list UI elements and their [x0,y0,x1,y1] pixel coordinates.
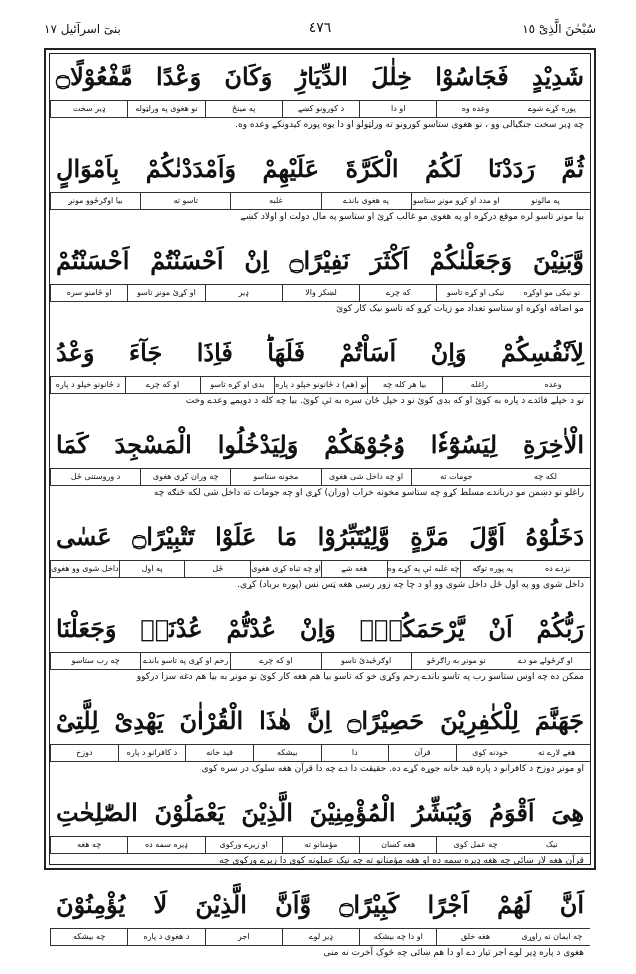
word-meaning: که چرے [359,285,436,301]
pashto-translation: داخل شوی وو په اول ځل داخل شوی وو او د چا چه زور رسی هغه ټس نس (پوره برباد) کړی. [237,580,584,590]
arabic-verse-line: دَخَلُوْهُ اَوَّلَ مَرَّةٍ وَّلِیُتَبِّرُوْا مَا عَلَوْا تَتْبِیْرًا۝ عَسٰى [56,522,585,551]
word-meaning: او ګرځولے مو دے [518,656,573,665]
word-meaning: چه بیشکه [50,929,127,945]
word-meaning: لښکر والا [282,285,359,301]
word-meaning: ډیر [205,285,282,301]
word-by-word-row [50,928,590,946]
arabic-verse-line: رَبُّكُمْ اَنْ یَّرْحَمَكُمْۚ وَاِنْ عُدْتُّمْ عُدْنَاۘ وَجَعَلْنَا [56,614,584,643]
word-meaning: پوره کړے شوے [527,104,576,113]
pashto-translation: مو اضافه اوکړه او ستاسو تعداد مو زیات کړو که تاسو نیک کار کوئ [336,304,584,314]
word-meaning: او کړئ مونږ تاسو [127,285,204,301]
word-meaning: نو (هم) د ځانونو خپلو د پاره [274,377,367,393]
verse-section [50,698,590,790]
pashto-translation: چه ډیر سخت جنګیالی وو ، نو هغوی ستاسو کورونو ته ورلټولو او دا یوه پوره کیدونکے وعده وه. [235,120,584,130]
word-meaning: وعده [544,380,562,389]
word-meaning: نو نیکی مو اوکړه [523,288,581,297]
word-meaning: د هغوی د پاره [127,929,204,945]
word-meaning: غلبه [230,193,320,209]
arabic-verse-line: وَّبَنِیْنَ وَجَعَلْنٰكُمْ اَكْثَرَ نَفِیْرًا۝ اِنْ اَحْسَنْتُمْ اَحْسَنْتُمْ [56,246,584,275]
header-chapter-name: بنیٓ اسرآئیل ١٧ [44,22,121,36]
pashto-translation: بیا مونږ تاسو لره موقع درکړه او په هغوی مو غالب کړئ او ستاسو په مال دولت او اولاد کښے [240,212,584,222]
word-meaning: د ځانونو خپلو د پاره [50,377,125,393]
pashto-translation: قرآن هغه لار ښائی چه هغه ډیره سمه ده او هغه مؤمنانو ته چه نیک عملونه کوی دا زیرے ورکوی چه [219,856,584,866]
word-by-word-row [50,192,590,210]
word-meaning: قرآن [388,745,456,761]
word-meaning: چه هغه [50,837,127,853]
word-meaning: هغه کسان [359,837,436,853]
header-surah-title: سُبْحٰنَ الَّذِیْٓ ١٥ [522,22,596,36]
page-frame [44,48,596,958]
word-meaning: تاسو ته [140,193,230,209]
verse-section [50,606,590,698]
word-meaning: او دا چه بیشکه [359,929,436,945]
verse-section [50,514,590,606]
word-meaning: هغه شے [321,561,387,577]
pashto-translation: نو د خپلے فائدے د پاره به کوئ او که بدی کوئ نو د خپل ځان سره به ئې کوئ. بیا چه کله د دویمے وعدے وخت [185,396,584,406]
word-meaning: مؤمنانو ته [282,837,359,853]
word-meaning: مخونه ستاسو [230,469,320,485]
word-meaning: نیکی او کړه تاسو [436,285,513,301]
pashto-translation: هغوی د پاره ډیر لوے اجر تیار دے او دا هم ښائی چه څوک آخرت نه منی [323,948,584,958]
word-meaning: او زیرے ورکوی [205,837,282,853]
word-meaning: قید خانه [185,745,253,761]
word-meaning: دا [321,745,389,761]
word-meaning: وعده وه [436,101,513,117]
word-meaning: داخل شوی وو هغوی [50,561,119,577]
word-meaning: چه ایمان نه راوړی [521,932,583,941]
word-by-word-row [50,652,590,670]
word-meaning: اوګرځیدئ تاسو [321,653,411,669]
word-meaning: جومات ته [411,469,501,485]
word-meaning: ځل [184,561,250,577]
arabic-verse-line: جَهَنَّمَ لِلْكٰفِرِیْنَ حَصِیْرًا۝ اِنَّ هٰذَا الْقُرْاٰنَ یَهْدِیْ لِلَّتِیْ [56,706,585,735]
word-meaning: او چه داخل شی هغوی [321,469,411,485]
verse-section [50,146,590,238]
word-meaning: په هغوی باندے [321,193,411,209]
word-meaning: بیا اوګرځوو مونږ [50,193,140,209]
word-meaning: او که چرے [230,653,320,669]
word-meaning: او که چرے [125,377,200,393]
word-meaning: او مدد او کړو مونږ ستاسو [411,193,501,209]
word-meaning: راغله [442,377,517,393]
word-meaning: بدی او کړه تاسو [200,377,275,393]
verse-section [50,54,590,146]
word-meaning: نو مونږ به راګرځو [411,653,501,669]
arabic-verse-line: لِاَنْفُسِكُمْ وَاِنْ اَسَاْتُمْ فَلَهَاؕ فَاِذَا جَآءَ وَعْدُ [56,338,584,367]
word-meaning: په مالونو [531,196,560,205]
verse-section [50,790,590,882]
word-meaning: چه رب ستاسو [50,653,140,669]
word-by-word-row [50,284,590,302]
verse-section [50,238,590,330]
word-meaning: چه غلبه ئې په کړے وه [387,561,460,577]
word-meaning: په مینځ [205,101,282,117]
word-meaning: بیشکه [253,745,321,761]
word-meaning: نیک [545,840,558,849]
word-meaning: لکه چه [533,472,557,481]
pashto-translation: راغلو نو دښمن مو درباندے مسلط کړو چه ستاسو مخونه خراب (وران) کړی او چه جومات ته داخل شی لکه څنګه چه [153,488,584,498]
verse-section [50,882,590,974]
word-meaning: د کورونو کښے [282,101,359,117]
word-meaning: هغے لارے ته [537,748,576,757]
verse-section [50,422,590,514]
word-by-word-row [50,744,590,762]
word-meaning: دوزخ [50,745,118,761]
word-by-word-row [50,836,590,854]
arabic-verse-line: ثُمَّ رَدَدْنَا لَكُمُ الْكَرَّةَ عَلَیْهِمْ وَاَمْدَدْنٰكُمْ بِاَمْوَالٍ [56,154,584,183]
word-meaning: اجر [205,929,282,945]
word-meaning: هغه خلق [436,929,513,945]
arabic-verse-line: اَنَّ لَهُمْ اَجْرًا كَبِیْرًا۝ وَّاَنَّ الَّذِیْنَ لَا یُؤْمِنُوْنَ [56,890,585,919]
word-by-word-row [50,100,590,118]
word-by-word-row [50,468,590,486]
arabic-verse-line: الْاٰخِرَةِ لِیَسُوْٓءٗا وُجُوْهَكُمْ وَلِیَدْخُلُوا الْمَسْجِدَ كَمَا [56,430,584,459]
word-meaning: او ځامنو سره [50,285,127,301]
word-meaning: بیا هر کله چه [367,377,442,393]
word-meaning: په اول [119,561,185,577]
arabic-verse-line: شَدِیْدٍ فَجَاسُوْا خِلٰلَ الدِّیَارِؕ وَكَانَ وَعْدًا مَّفْعُوْلًا۝ [56,62,584,91]
word-meaning: او چه تباه کړی هغوی [250,561,321,577]
verse-section [50,330,590,422]
word-meaning: نو هغوی په ورلټوله [127,101,204,117]
page-content [49,53,591,958]
word-by-word-row [50,376,590,394]
word-meaning: د کافرانو د پاره [118,745,186,761]
pashto-translation: ممکن ده چه اوس ستاسو رب په تاسو باندے رحم وکړی خو که تاسو بیا هم هغه کار کوئ نو مونږ به بیا هم دغه سزا درکوو [136,672,584,682]
word-meaning: ډیره سمه ده [127,837,204,853]
word-meaning: چه عمل کوی [436,837,513,853]
word-meaning: ډیر لوے [282,929,359,945]
word-meaning: خودنه کوی [456,745,524,761]
page-header [44,22,596,44]
word-meaning: رحم او کړی په تاسو باندے [140,653,230,669]
word-meaning: په پوره توګه [460,561,526,577]
arabic-verse-line: هِیَ اَقْوَمُ وَیُبَشِّرُ الْمُؤْمِنِیْنَ الَّذِیْنَ یَعْمَلُوْنَ الصّٰلِحٰتِ [56,798,584,827]
word-meaning: ډیر سخت [50,101,127,117]
word-meaning: چه وران کړی هغوی [140,469,230,485]
word-meaning: نزدے ده [545,564,571,573]
page-number: ٤٧٦ [308,20,332,36]
word-meaning: د وروستنی ځل [50,469,140,485]
word-by-word-row [50,560,590,578]
pashto-translation: او مونږ دوزخ د کافرانو د پاره قید خانه جوړه کړے ده. حقیقت دا دے چه دا قرآن هغه سلوک در سره کوی [201,764,584,774]
word-meaning: او دا [359,101,436,117]
